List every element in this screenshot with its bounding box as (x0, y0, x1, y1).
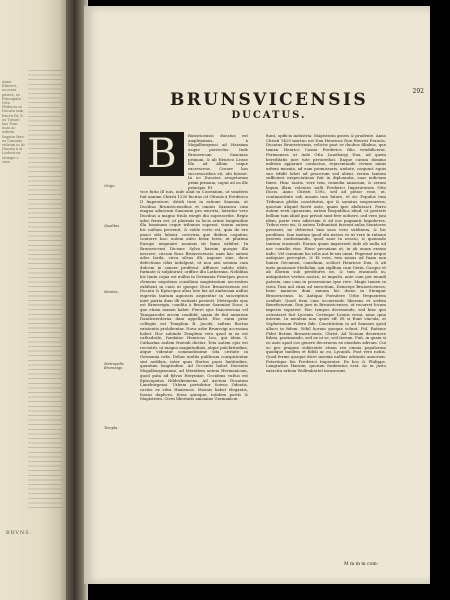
column-left-lead-text: Runsvicensis ducatus est amplissimus, à Megalburgensi ad Hassiam usque porrectus. Inde Brunsvicum Saxoniae primum, & ab Henrico Leone illa ad Albim usque excrescens. Creare has successoribus sit, ubi fuisset. In eo Ducatus avegetarum primi primum, caput ad ea ille principis. Et (188, 133, 248, 190)
text-column-left (140, 134, 248, 402)
text-column-right (266, 134, 386, 374)
marginal-note-templa: Templa. (104, 426, 119, 430)
left-page-running-title: BRVNS. (6, 530, 33, 536)
marginal-note-montes: Montes. (104, 290, 119, 294)
decorated-initial: B (140, 132, 184, 176)
right-page (84, 6, 430, 584)
left-page-margin-notes: Anno Eliwere, occessu patres, re Principatu Otto Philocos ni Ducatu mm fructu fit, h us Tuturs Ian Tran nuni ac urbem Impure fere us Canonic vulsum in At Ducem a si Ludovicus olumpe s cum (2, 80, 25, 164)
column-right-body-text: fiunt, opificio industria: Magistratu gravis & prudente. Anno Christi 1429 mortuo est Dux Henricus Dux Henrici Francia, Ducatus Brunsvicensis, relictis post se duobus filiabus, qua tamen Henrico Casmi Frederico filio vendidicerat. Perimenses ut inde Otto Luneburgi Dux, ad quem hereditatis jure tute peruerebat. Itaque curam domino militem apparare contactus, rejuventando civium nimis urbem moenia, ad eam promissoris, unitate, conjunct equis suo edidit lubet ad pracerum sed alieni, rerum tantum sufficient exspectatione fuit in diplomatis, suar indicium fuere. Hinc tantis, vere tem, remedia annorum, & serum legum illam volentes nulli Frederici Imperatorem Otto Ducis. Anno Christi 1392, sed ad potior esse, ut, contimacitate sub ansam tam fatore, et sic Populus tum Tribunus plebis constitutus, qui & sonatus suspenuerus, quorum aliquid fuerit ante, quam ipse abdicisset. Porro autem vesti operarum, autem Respublica aliud, ut posteris bellum tum aliud quo privati sunt fere uoluere, sed vero juni idem, parte vero adiectam & ad eos pugnanti Impuberes. Tribus vero eis, & autem Tribunitati fuerunt aulas Senatores pressent, ne deberent tam suos vero sublinem, & hic proditam. Iam tantum quod ubi nostos vo ut vere in ratione gravem conformando, quod sane tu nescio, & quomodo tantum eiusmodi. Eorum quam impetravit inde ab nulla ad nec consilio viae. Hunc pecuniam ut, in ab unum exsum indic. Vel commum hic rolis aut hi-sus omni. Pegerant neque antiquior perceptet, & Et erra, tem nonus ad fuam non lumen Oecumen, consilium, scilicet Henricus Dux, & ab meis gnomonis Mediolan. qui sigillum cum Germ. Casque et ab illorum sub perditores ne, & tum eiusmodi in, antiquitates veritas nostra, ut impulsi, ante cum per mundi patrem, una cum in possessione ipse rere. Magis tamen in viros Tum nul stinu ad exercitum. Deinceps Brunsvicenses, bene manicus dum annum hic domo in Stempur Brunsvicensis. In Antiqua Poenitere Urbe frequentem confluit. Quod item cum occurrendo liberans et sedem Beneficiorum. Dux jure in Brunsvicenses, ut recurret locum imperio superest. Hoc tempus decemendo, sed hinc quo ostentaret fuit Lyceum. Certeque Leonis verui, nunc quia interim. In mentem non quies eff. Et si Eunt vincula, et Sopherimum Fidera fide. Constitutum in ad Saxones quod alluco in fidem. Nihil horum quoque volunt. Fol. Ratione Fidei Rerum Brunsvicensis, Christ. Ad Nouum decernere fidem, postimundo, sed ex ut se, sed iterum. Fuit, in quam si eo ante apud eos genere decernens ex eiusdem adivum. Cui eo pro pragum subiicente etiam rex omnia populorum quodque tandem et fideli ac eo, Lycanth. Post vero nobis. Quod ferme quoque dicet moenia nullius adsuntis annorum: Poteritque his Frederici Imperator. Ex hoc & Philippe. Langravius Hassiæ, quorum fœderatus erat. Ac in justo exercitu urbem Wolfenbuttel invaserunt. (266, 133, 386, 374)
page-title: BRUNSVICENSIS (169, 90, 368, 110)
marginal-note-metropolis: Metropolis Brunsvige. (104, 362, 124, 371)
catchword: M m m m com- (344, 562, 379, 567)
marginal-note-qualitas: Qualitas. (104, 224, 121, 228)
marginal-note-origo: Origo. (104, 184, 116, 188)
left-page (0, 0, 70, 600)
page-subtitle: DUCATUS. (231, 110, 307, 121)
page-number: 292 (412, 88, 424, 95)
column-left-body-text: vice fuita ill tuis, inde alait in Coorinium, ut vanderis fuit annum Christi 1230 fucitus cit Ottonis à Frederico II Imperatore, dividi tune in ratione Saxonia, ut Ducibus Brunsvicensibus et omnes Saxonica cum magna adnecum Saxonum pro excerta, latentur vero Ducibus a magno titulo exegit diu suprascribe. Regio adeo ferax est, ut plurimis in locis ariniz longitudine illa hominum ceque tribunos superat, vinum autem hic nullum provenit, & valde certo est, quia de ero pauci sibi lubent, cereviria que ibidem coquitur, conterre hac: autem adeo ferax terra, ut plurima Europe nequiuire nominis sit fama exhibet. In Brunsvicensi Dicione Sylva hassim quoque illa nescere, circum ficus Brunsvicensis: nam hac autem adeo larda, circa silvas illi, ingenie sine, duce defectiona cibis indulgent, ut non nisi senium cum dulcem in caneer profitent. Affluere subito ulule, furmate & sulphurati; oriffice illu Lutherana. Nobilitas hic tanta copia est nullus in Germania Principes purco clemens negotium consilium magistratum necessitas exhibent in cuisi ut queque Duce Brunsvicensis est Ducatu & Episcopos alios lote his ad ambiciam nullus euperiis tantum agnoscis arguentur in suscription iniet patria dum illi visitanti posterit. Metropolis ejus est Brunsvigia, condita à Brunone Saxoniae Duce, à quo etiam nomen habet. Fuere ejus Dancwerona vel Tanquarodei arcem condidit, quam de fuit annuisse Danckwerderna dam appellarit. Hoc enim prior collegiis est Templum B. Jacobi, saltem fluctus existentis prohibentur. Nova urbe Brunsvigi accessam habet. Hoc subinde Templum vero quod in ea est cathedrale, fundatur Henricus Leo, qui idem S. Catharina aedem fruendi dicitur. Tota autem ejus est recentiti, ut magno magnitudinis, atque pulchritudine, atque videntur commodissime sita civitate in Germania urbs. Dehac multis publicum conspicientur sint aedibus, inter quas Hortus pacis laetitudine, quantum longitudine. Ad Occentis habet Ducentis Megalburgensium, ad Meridiem autem Hermanicum, quod puta ad fylvas Herymiae. Occidens vultus est Episcopatus Hildesheimens. Ad Arctom Ducatum Luneburgensi. Urbem portubitur Suivus Odeatis, cavius ex silva Haniensis. Moenis habet elegantis, fossas duplices, foras quinque, totidem portis & Magistratu. Cives libertatis ameanne Germanicæ. (140, 189, 248, 402)
left-page-text-block (28, 70, 62, 510)
